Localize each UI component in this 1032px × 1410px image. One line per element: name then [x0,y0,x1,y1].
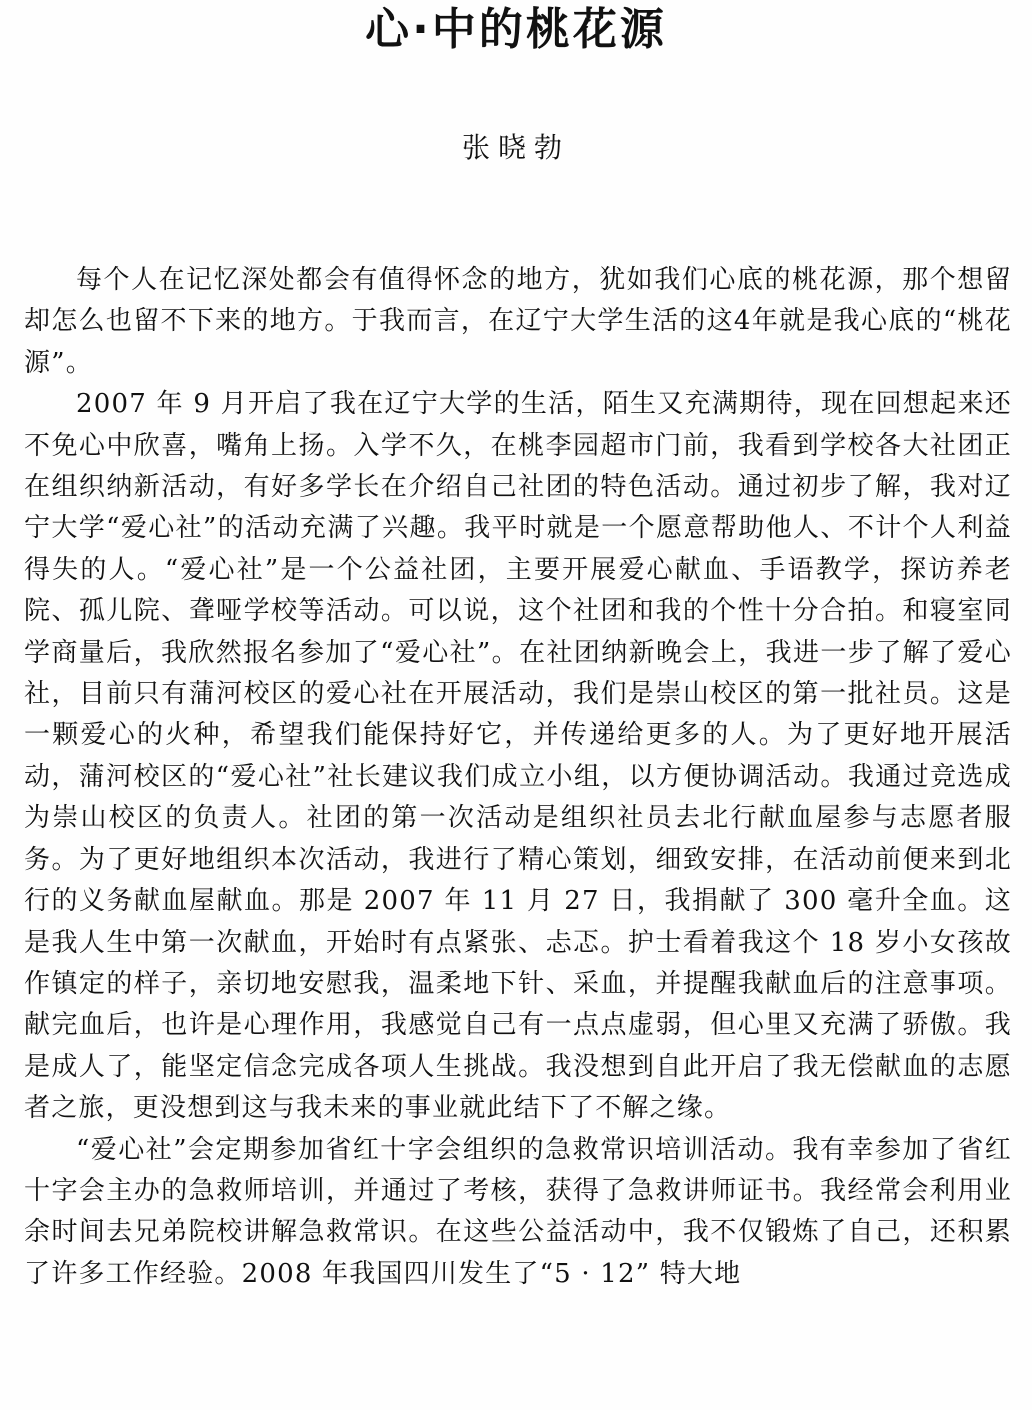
article-title: 心·中的桃花源 [365,4,667,55]
article-body [24,260,1012,1295]
paragraph: 每个人在记忆深处都会有值得怀念的地方，犹如我们心底的桃花源，那个想留却怎么也留不下来的地方。于我而言，在辽宁大学生活的这4年就是我心底的“桃花源”。 [24,265,1012,378]
paragraph: 2007 年 9 月开启了我在辽宁大学的生活，陌生又充满期待，现在回想起来还不免心中欣喜，嘴角上扬。入学不久，在桃李园超市门前，我看到学校各大社团正在组织纳新活动，有好多学长在介绍自己社团的特色活动。通过初步了解，我对辽宁大学“爱心社”的活动充满了兴趣。我平时就是一个愿意帮助他人、不计个人利益得失的人。“爱心社”是一个公益社团，主要开展爱心献血、手语教学，探访养老院、孤儿院、聋哑学校等活动。可以说，这个社团和我的个性十分合拍。和寝室同学商量后，我欣然报名参加了“爱心社”。在社团纳新晚会上，我进一步了解了爱心社，目前只有蒲河校区的爱心社在开展活动，我们是崇山校区的第一批社员。这是一颗爱心的火种，希望我们能保持好它，并传递给更多的人。为了更好地开展活动，蒲河校区的“爱心社”社长建议我们成立小组，以方便协调活动。我通过竞选成为崇山校区的负责人。社团的第一次活动是组织社员去北行献血屋参与志愿者服务。为了更好地组织本次活动，我进行了精心策划，细致安排，在活动前便来到北行的义务献血屋献血。那是 2007 年 11 月 27 日，我捐献了 300 毫升全血。这是我人生中第一次献血，开始时有点紧张、忐忑。护士看着我这个 18 岁小女孩故作镇定的样子，亲切地安慰我，温柔地下针、采血，并提醒我献血后的注意事项。献完血后，也许是心理作用，我感觉自己有一点点虚弱，但心里又充满了骄傲。我是成人了，能坚定信念完成各项人生挑战。我没想到自此开启了我无偿献血的志愿者之旅，更没想到这与我未来的事业就此结下了不解之缘。 [24,389,1012,1124]
paragraph: “爱心社”会定期参加省红十字会组织的急救常识培训活动。我有幸参加了省红十字会主办的急救师培训，并通过了考核，获得了急救讲师证书。我经常会利用业余时间去兄弟院校讲解急救常识。在这些公益活动中，我不仅锻炼了自己，还积累了许多工作经验。2008 年我国四川发生了“5 · 12” 特大地 [24,1134,1012,1289]
article-author: 张晓勃 [461,131,570,164]
